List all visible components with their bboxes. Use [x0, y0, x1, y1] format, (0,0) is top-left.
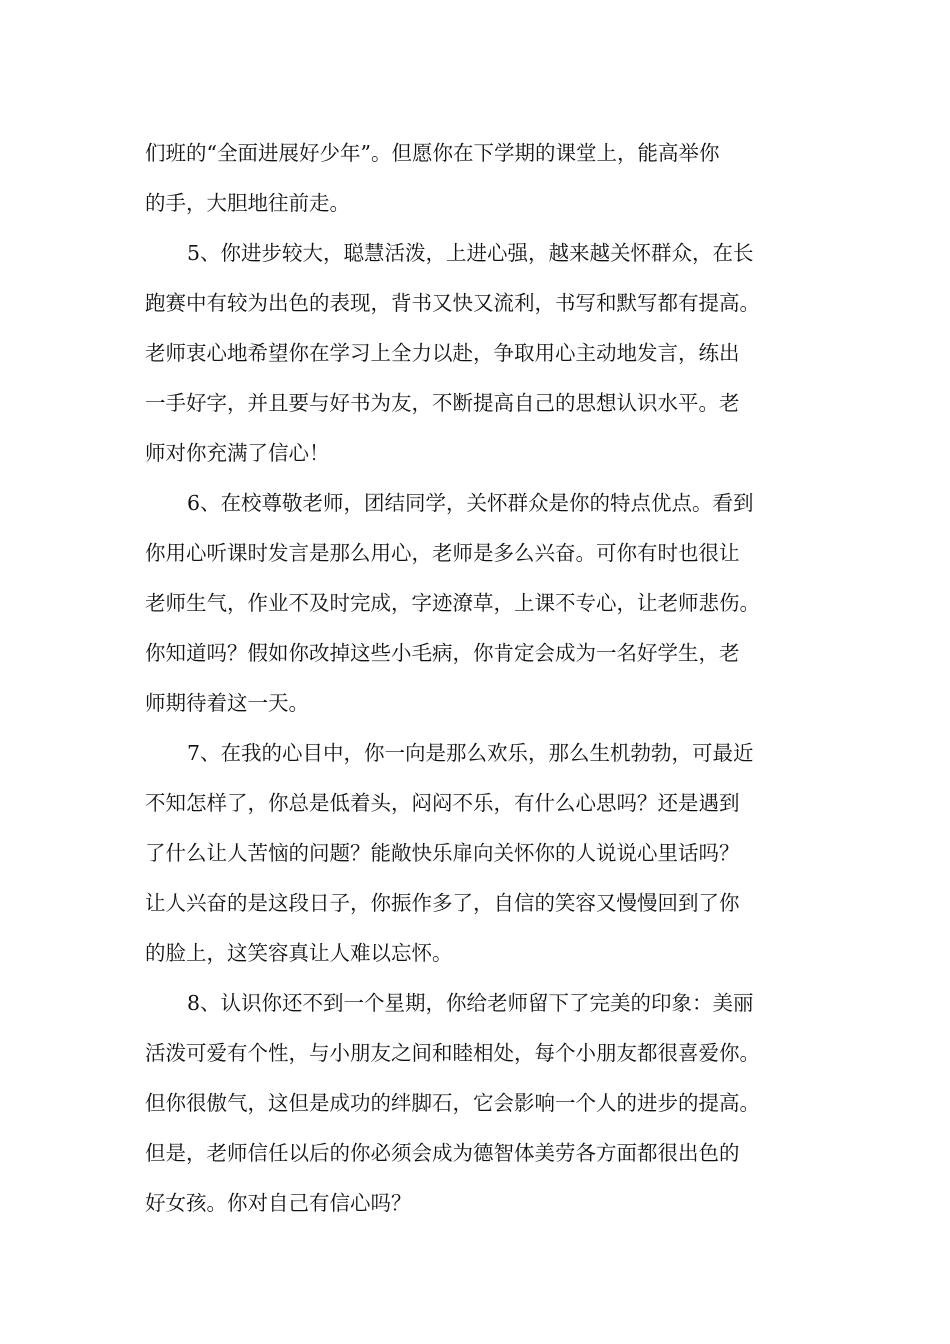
text-line: 不知怎样了，你总是低着头，闷闷不乐，有什么心思吗？还是遇到 [145, 791, 740, 815]
text-line: 一手好字，并且要与好书为友，不断提高自己的思想认识水平。老 [145, 391, 740, 415]
text-line: 的脸上，这笑容真让人难以忘怀。 [145, 941, 453, 965]
text-line: 你知道吗？假如你改掉这些小毛病，你肯定会成为一名好学生，老 [145, 641, 740, 665]
text-line: 活泼可爱有个性，与小朋友之间和睦相处，每个小朋友都很喜爱你。 [145, 1041, 760, 1065]
paragraph-comment-8 [145, 978, 815, 1228]
text-line: 让人兴奋的是这段日子，你振作多了，自信的笑容又慢慢回到了你 [145, 891, 740, 915]
text-line: 师期待着这一天。 [145, 691, 309, 715]
text-line: 了什么让人苦恼的问题？能敞快乐扉向关怀你的人说说心里话吗？ [145, 841, 740, 865]
text-line: 好女孩。你对自己有信心吗？ [145, 1191, 412, 1215]
text-line: 老师生气，作业不及时完成，字迹潦草，上课不专心，让老师悲伤。 [145, 591, 760, 615]
text-line: 老师衷心地希望你在学习上全力以赴，争取用心主动地发言，练出 [145, 341, 740, 365]
text-line: 师对你充满了信心！ [145, 441, 330, 465]
text-line: 但你很傲气，这但是成功的绊脚石，它会影响一个人的进步的提高。 [145, 1091, 760, 1115]
text-line: 6、在校尊敬老师，团结同学，关怀群众是你的特点优点。看到 [187, 491, 754, 515]
paragraph-comment-7 [145, 728, 815, 978]
text-line: 们班的“全面进展好少年”。但愿你在下学期的课堂上，能高举你 [145, 141, 720, 165]
paragraph-comment-6 [145, 478, 815, 728]
text-line: 5、你进步较大，聪慧活泼，上进心强，越来越关怀群众，在长 [187, 241, 754, 265]
paragraph-comment-5 [145, 228, 815, 478]
document-body [145, 128, 815, 1228]
text-line: 7、在我的心目中，你一向是那么欢乐，那么生机勃勃，可最近 [187, 741, 754, 765]
text-line: 的手，大胆地往前走。 [145, 191, 350, 215]
text-line: 你用心听课时发言是那么用心，老师是多么兴奋。可你有时也很让 [145, 541, 740, 565]
paragraph-continuation [145, 128, 815, 228]
text-line: 8、认识你还不到一个星期，你给老师留下了完美的印象：美丽 [187, 991, 754, 1015]
text-line: 跑赛中有较为出色的表现，背书又快又流利，书写和默写都有提高。 [145, 291, 760, 315]
text-line: 但是，老师信任以后的你必须会成为德智体美劳各方面都很出色的 [145, 1141, 740, 1165]
